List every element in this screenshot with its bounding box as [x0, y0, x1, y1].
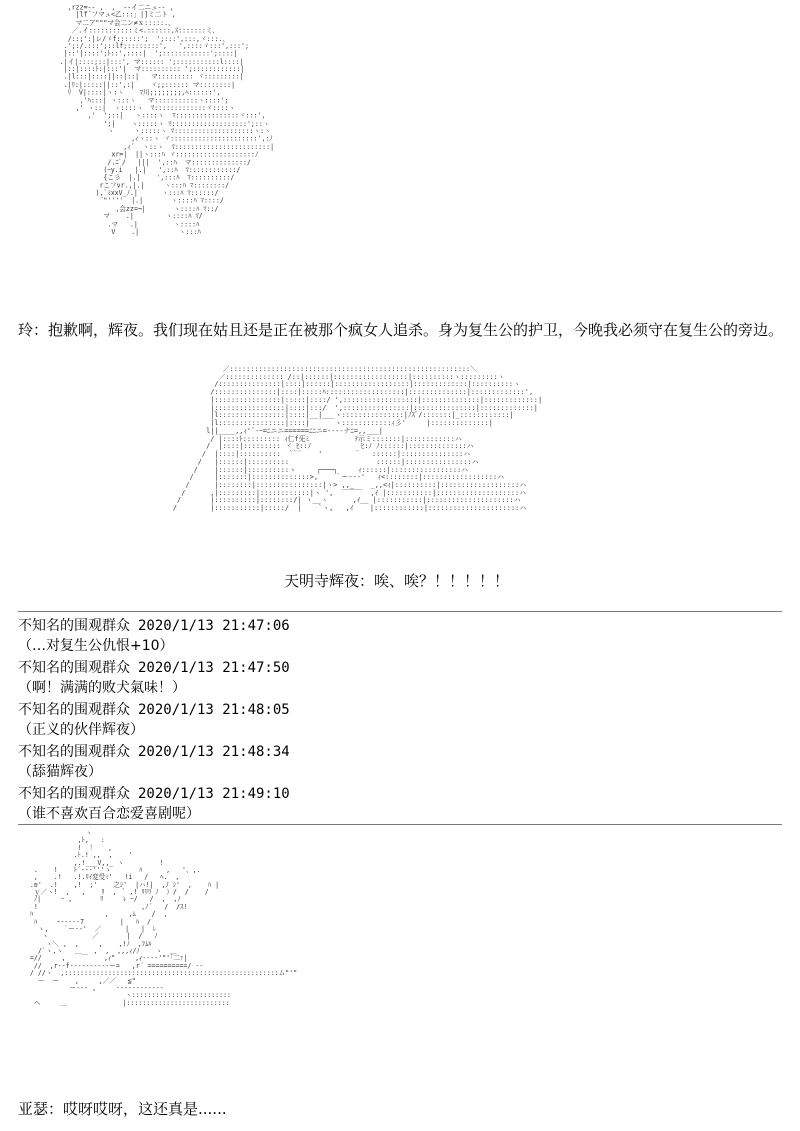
ascii-art-character-kaguya: ／::::::::::::::::::::::::::::::::::::::::::::::::::::::::::＼ ／:::::::::::::: /::|::::::|::::::::::::::::::|::::::::::ヽ:::::::::ヽ /:::::::::::::::|::::|::::::|::::::::::::::::::|:::::::::::::|::::::::::ヽ /:::::::::::::::|::::|:::::ﾊ:::::::::::::::::::|::::::::::::::|:::::::::::::', |::::::::::::::::|:::::|::::/ ',::::::::::::::::::|::::::::::::::|:::::::::::::| |:::::::::::::::::|::::|:::/ ',::::::::::::::::|:::::::::::::::|:::::::::::::| |l::::::::::::::::|::::|__|___ヽ:::::::::::::::|ﾉｽﾞ/:::::::|_::::::::::::| |l::::::::::::::::|::::| ヽ::::::::::::ｨ彡' |::::::::::::::| l||____,,ｨ'¨‐ｰ=ﾆニニ======ﾆﾆニ=‐‐‐‐ナﾆ=,,___| / |::::ﾄ::::::::: ｨ仁f旡ﾐ ﾃ示ミ:::::::|::::::::::::ハ / |::::|::::::::: ヾ ﾋ::ﾉ ﾋ:ﾉ ﾉ::::::|::::::::::::::ハ / |::::|:::::::::: `¨¨ ' ¨ ::::::|:::::::::::::::ハ / |::::::|:::::::::: ::::::|::::::::::::::::ハ / |::::::|::::::::::ゝ ┌───┐ ｨ::::::|:::::::::::::::::ハ / |:::::::|::::::::::::::>, ｀ー‐‐‐' ｨ<::::::::|::::::::::::::::::ハ / |::::::::|::::::::::::::::|ヽ> ,,_ _,,<ｨ|::::::::::|:::::::::::::::::::ハ / ,|:::::::::|::::::::::::|ヽ ', ￣￣￣ ,ｲ |:::::::::::|::::::::::::::::::::ハ / |::::::::::|::::::::/| ヽ__ヽ ,ｲ__ |:::::::::::|:::::::::::::::::::::ハ / |:::::::::::|:::::/ | `ヽ, ,ｲ |::::::::::::|::::::::::::::::::::::ハ: [172, 365, 543, 513]
comment-item: [18, 700, 718, 742]
ascii-art-character-rei: ,rzz=-- , , -‐イ二ニュ-- , |lf´フマュ<乙:::」|]ミ二ト , マ二ア"""マ会二ン≠ｘ:::::.、 ／.イ:::::::::::ミ<.::::::,ｽ:::::::ミ、 /::;':|レ/ゞf::::::'; ';:::',:::,ヾ:::.、 .';:/.:::';::lf;::::::::', ',::::ヾ:::',:::'; |::'|::::';ﾄ::',::::| ';::::::::::::';::::| .|イ|::::;::|:::', マ:::::: ';:::::::::::l::::| |::|::::ﾄ:|:::'| マ:::::::::: ';::::::::::::| .|l:::|::::||::|::| マ::::::::: ヾ:::::::::| .|ﾘ:|:::::||::',:| ヾ;;:::::: マ::::::::| ﾘ V|::::|ヽ:ヽ ﾏ川;;;;;;;;,ﾍ::::::', ,'ﾊ:::| ヽ:::ヽ マ:::::::::::ヽ::::'; ,' ヽ::| ヽ::::ヽ ﾏ:::::::::::::ヾ::::ヽ ,' ';::| ヽ::::ヽ ﾏ::::::::::::::::ヾ:::', ';| ヽ:::::ヽ ﾏ:::::::::::::::::::';::ヽ ヽ ヽ:::::ヽ ﾏ::::::::::::::::::::ヽ:ヽ ,ｨヽ::ヽ ヾ::::::::::::::::::::::',:ﾉ ,ｨ´ ヽ::ヽ ﾏ::::::::::::::::::::::::| xr=| ||ヽ:::ﾊ ヾ::::::::::::::::::::ﾉ /.ﾆﾞ/ ||| ',::ﾊ マ::::::::::::::/ (ｰy.i |.| ',::ﾊ ﾏ::::::::::::/ {こ彡 |.| ',:::ﾊ ﾏ::::::::::/ rこフvr.,|.| ヽ:::ﾊ ﾏ::::::::/ ),`ﾐxxV_ﾉ.| ヽ:::ﾊ ﾏ::::::/ ¨"'''' |.| ヽ::::ﾊ ﾏ::::/ ,会zz=¬| ヽ::::ﾊ ﾏ::/ マ .| ヽ::::ﾊ ﾏ/ .マ .| ヽ::::ﾊ V .| ヽ:::ﾊ: [59, 2, 275, 236]
rei-dialogue: 玲：抱歉啊，辉夜。我们现在姑且还是正在被那个疯女人追杀。身为复生公的护卫，今晚我必须守在复生公的旁边。: [18, 321, 784, 339]
comment-text: （舔猫辉夜）: [18, 764, 102, 780]
comment-item: [18, 742, 718, 784]
comment-text: （正义的伙伴辉夜）: [18, 722, 144, 738]
comment-item: [18, 616, 718, 658]
comment-item: [18, 658, 718, 700]
comment-timestamp: 2020/1/13 21:47:06: [138, 618, 290, 634]
comment-timestamp: 2020/1/13 21:49:10: [138, 786, 290, 802]
comment-timestamp: 2020/1/13 21:48:05: [138, 702, 290, 718]
comment-username: 不知名的围观群众: [18, 660, 130, 676]
comment-text: （…对复生公仇恨+10）: [18, 638, 174, 654]
comment-timestamp: 2020/1/13 21:48:34: [138, 744, 290, 760]
comment-header: [18, 658, 718, 678]
comment-list: [18, 616, 718, 826]
comment-username: 不知名的围观群众: [18, 702, 130, 718]
comment-timestamp: 2020/1/13 21:47:50: [138, 660, 290, 676]
comment-header: [18, 742, 718, 762]
comment-text: （谁不喜欢百合恋爱喜剧呢）: [18, 806, 200, 822]
ascii-art-character-arthur: ヽ ,ﾄ, : ! ！ , .ﾄ.! ,, , ' ,.!___V,,_ ヽ ! . ! ﾄ´‐‐‐'''ヽ ﾊ , '、,. , .! .!.ﾘｲ変受ﾐ' !i / ﾍ. , .≡' .! ,! ;' 之ｼ' |ハ!| ,ﾉ ｼ' , ﾊ | ｙ／ヽ! , , ﾘ , ﾞ ,! ﾘﾘﾘ ﾉ ）/ / / ﾉ| ｰ , ﾘ ﾚ ｰ/ / , ,ﾉ ! ,ﾉ´ / /ｽ! ﾊ , ,ﾑ / , ﾊ ｰ--‐‐‐7 | ﾊ / ヽ, `ー‐‐' ／ | | ﾚ ヽ ／ | / ﾉ ヽ＼ , , , ,!ﾉ ,ﾌﾑﾙ /`ヽ,ヽ ＿ , , ,,,ｨ/ﾉ ヽ ＿ =// , ￣ ,ｨ" ,ｨ-‐‐‐'"'｢二ｧ| // ,r-‐f-‐‐‐‐‐‐‐‐‐ー= ,r´ ==========/ ‐‐ / //ヽ ,::::::::::::::::::::::::::::::::::::::::::::::::::::::ム"'" ー ー , ,／／ ≦" ー‐‐- , ‐‐‐‐‐‐‐‐‐‐‐‐ ヽ::::::::::::::::::::::::: ヘ ＿ |::::::::::::::::::::::::::: [29, 829, 298, 1007]
comment-username: 不知名的围观群众: [18, 786, 130, 802]
comment-username: 不知名的围观群众: [18, 744, 130, 760]
comment-divider-top: [18, 611, 782, 612]
comment-text: （啊！满满的败犬氣味！）: [18, 680, 186, 696]
comment-item: [18, 784, 718, 826]
comment-username: 不知名的围观群众: [18, 618, 130, 634]
arthur-dialogue: 亚瑟：哎呀哎呀，这还真是......: [18, 1100, 227, 1118]
comment-header: [18, 700, 718, 720]
comment-header: [18, 616, 718, 636]
kaguya-dialogue: 天明寺辉夜：唉、唉？！！！！！: [284, 572, 510, 590]
comment-header: [18, 784, 718, 804]
comment-divider-bottom: [18, 824, 782, 825]
